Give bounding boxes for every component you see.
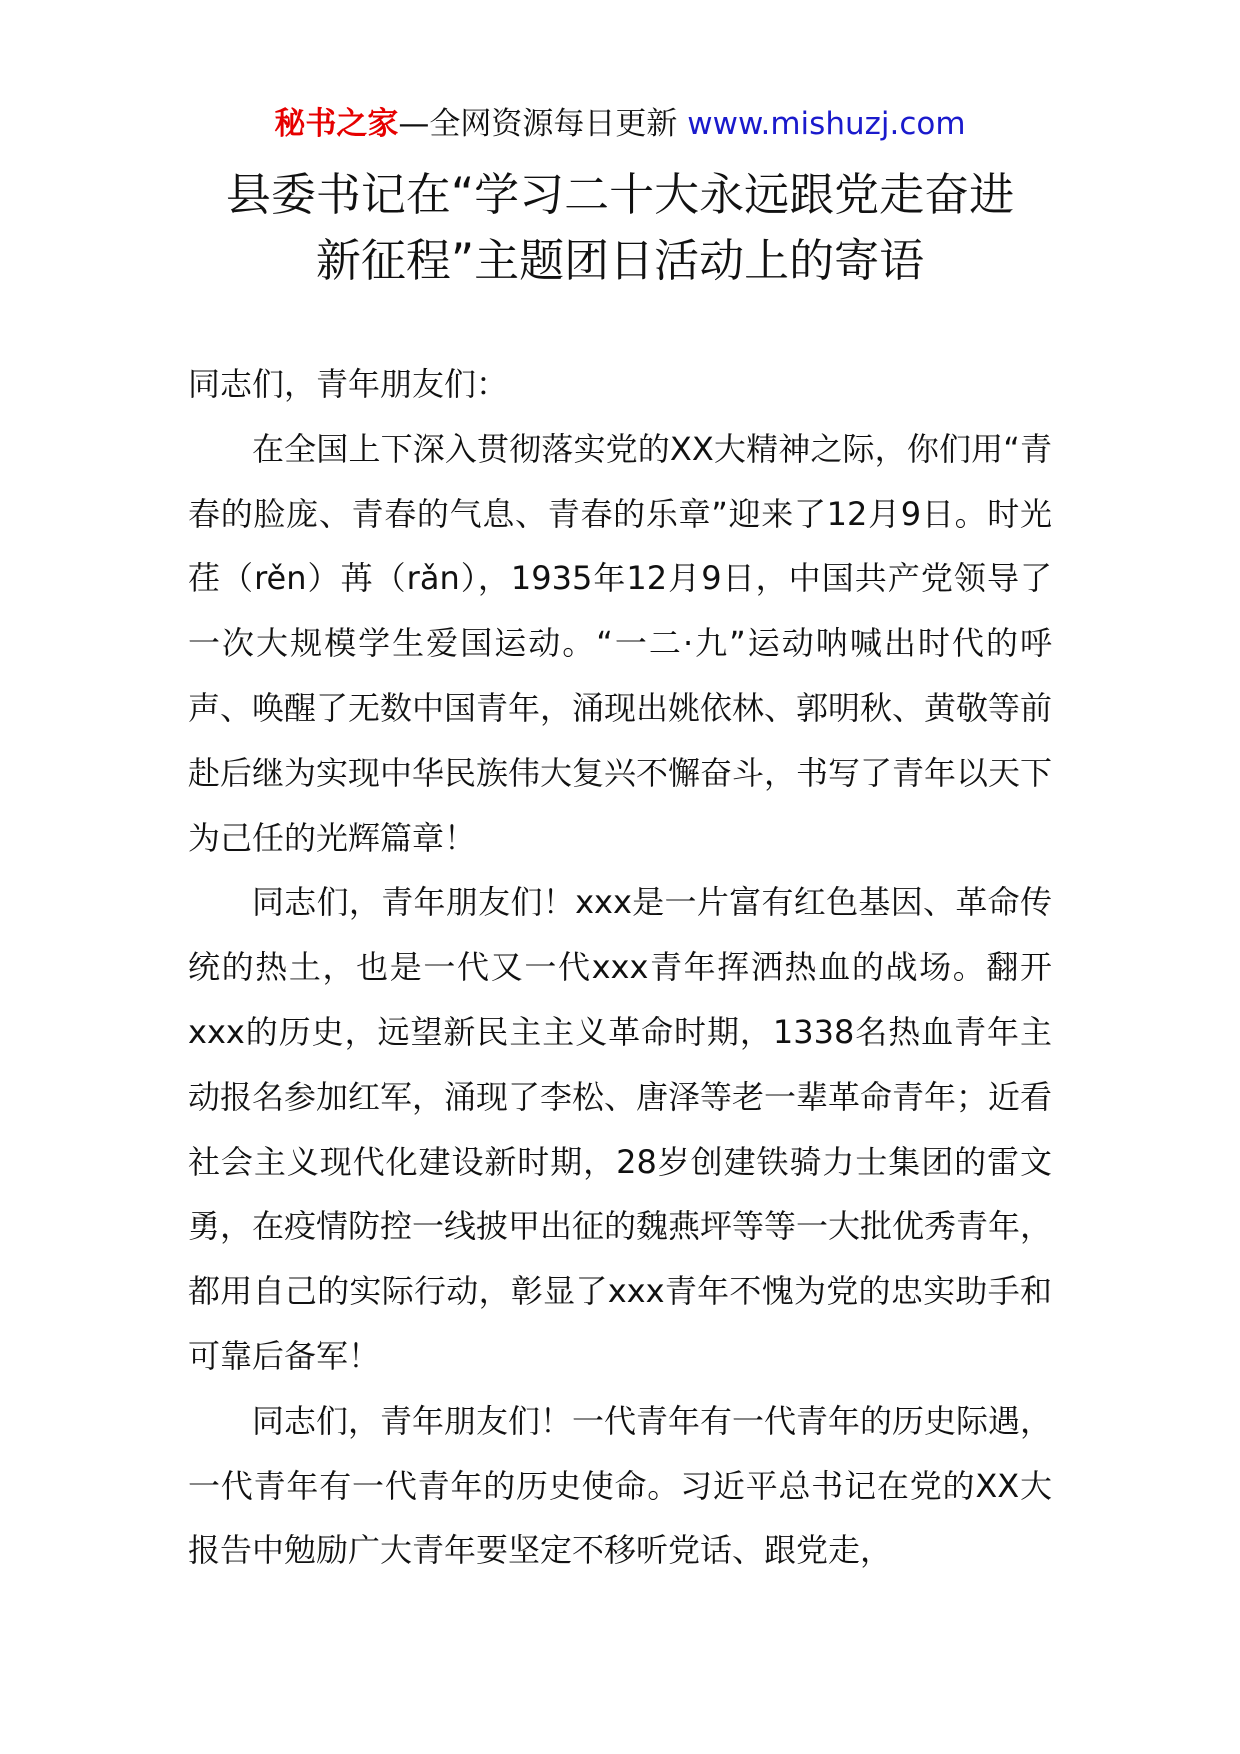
body-paragraph-3: 同志们，青年朋友们！一代青年有一代青年的历史际遇，一代青年有一代青年的历史使命。习近平总书记在党的XX大报告中勉励广大青年要坚定不移听党话、跟党走， bbox=[188, 1401, 1053, 1570]
site-header bbox=[0, 102, 1240, 146]
document-title bbox=[140, 162, 1100, 294]
document-body bbox=[188, 352, 1052, 1583]
body-paragraph-2: 同志们，青年朋友们！xxx是一片富有红色基因、革命传统的热土，也是一代又一代xxx青年挥洒热血的战场。翻开xxx的历史，远望新民主主义革命时期，1338名热血青年主动报名参加红军，涌现了李松、唐泽等老一辈革命青年；近看社会主义现代化建设新时期，28岁创建铁骑力士集团的雷文勇，在疫情防控一线披甲出征的魏燕坪等等一大批优秀青年，都用自己的实际行动，彰显了xxx青年不愧为党的忠实助手和可靠后备军！ bbox=[188, 883, 1053, 1375]
greeting: 同志们，青年朋友们： bbox=[188, 365, 509, 403]
body-paragraph-1: 在全国上下深入贯彻落实党的XX大精神之际，你们用“青春的脸庞、青春的气息、青春的乐章”迎来了12月9日。时光荏（rěn）苒（rǎn），1935年12月9日，中国共产党领导了一次大规模学生爱国运动。“一二·九”运动呐喊出时代的呼声、唤醒了无数中国青年，涌现出姚依林、郭明秋、黄敬等前赴后继为实现中华民族伟大复兴不懈奋斗，书写了青年以天下为己任的光辉篇章！ bbox=[188, 429, 1053, 857]
header-slogan: —全网资源每日更新 bbox=[398, 106, 688, 142]
title-line-1: 县委书记在“学习二十大永远跟党走奋进 bbox=[225, 168, 1015, 221]
title-line-2: 新征程”主题团日活动上的寄语 bbox=[315, 234, 925, 287]
brand-name: 秘书之家 bbox=[274, 106, 399, 142]
site-url-link[interactable]: www.mishuzj.com bbox=[687, 106, 966, 142]
